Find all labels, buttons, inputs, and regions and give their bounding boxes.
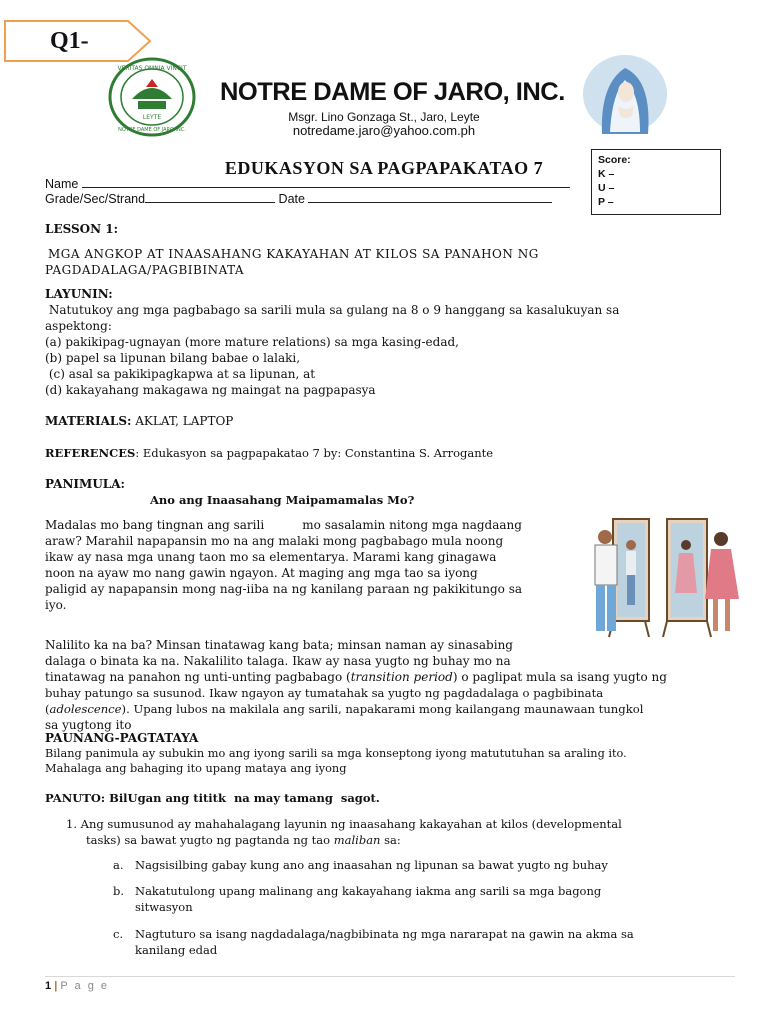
lesson-label: LESSON 1: — [45, 222, 119, 236]
p2-line-3-a: tinatawag na panahon ng unti-unting pagbabago ( — [45, 670, 351, 684]
score-u: U – — [598, 182, 615, 194]
choice-b-letter[interactable]: b. — [113, 884, 125, 898]
pagtataya-line-2: Mahalaga ang bahaging ito upang mataya ang iyong — [45, 762, 347, 775]
materials-label: MATERIALS: — [45, 414, 132, 428]
p1-line-6: iyo. — [45, 598, 67, 612]
p2-line-5-b: ). Upang lubos na makilala ang sarili, napakarami mong kailangang maunawaan tungkol — [121, 702, 644, 716]
question-1-line-2-italic: maliban — [333, 833, 381, 847]
school-name: NOTRE DAME OF JARO, INC. — [220, 78, 565, 106]
question-1-number: 1. — [66, 817, 77, 831]
p2-line-5-italic: adolescence — [49, 702, 122, 716]
pagtataya-line-1: Bilang panimula ay subukin mo ang iyong sarili sa mga konseptong iyong matututuhan sa araling ito. — [45, 747, 627, 760]
p2-line-3 — [45, 669, 735, 685]
quarter-tag-label: Q1- — [50, 28, 89, 54]
date-blank[interactable] — [308, 192, 552, 203]
references-line — [45, 445, 735, 461]
layunin-intro-2: aspektong: — [45, 319, 112, 333]
choice-a-text: Nagsisilbing gabay kung ano ang inaasahan ng lipunan sa bawat yugto ng buhay — [135, 858, 608, 872]
score-k: K – — [598, 168, 615, 180]
subject-title: EDUKASYON SA PAGPAPAKATAO 7 — [224, 158, 544, 178]
page-separator: | — [54, 980, 58, 992]
panuto-label: PANUTO: BilUgan ang tititk na may tamang sagot. — [45, 791, 380, 805]
layunin-b: (b) papel sa lipunan bilang babae o lalaki, — [45, 351, 301, 365]
choice-c-text: Nagtuturo sa isang nagdadalaga/nagbibinata ng mga nararapat na gawin na akma sa — [135, 927, 634, 941]
svg-text:NOTRE DAME OF JARO INC.: NOTRE DAME OF JARO INC. — [118, 127, 186, 133]
choice-c-text-2: kanilang edad — [135, 943, 218, 957]
grade-blank[interactable] — [145, 192, 275, 203]
page-footer — [45, 980, 109, 992]
p1-line-1: Madalas mo bang tingnan ang sarili mo sasalamin nitong mga nagdaang — [45, 518, 522, 532]
question-1 — [66, 816, 726, 848]
choice-c[interactable] — [113, 926, 713, 958]
choice-a-letter[interactable]: a. — [113, 858, 124, 872]
grade-date-field[interactable] — [45, 192, 552, 206]
p2-line-1: Nalilito ka na ba? Minsan tinatawag kang bata; minsan naman ay sinasabing — [45, 638, 513, 652]
grade-label: Grade/Sec/Strand — [45, 192, 146, 206]
p2-line-4: buhay patungo sa susunod. Ikaw ngayon ay tumatahak sa yugto ng pagdadalaga o pagbibinata — [45, 686, 604, 700]
p2-line-6: sa yugtong ito — [45, 718, 132, 732]
p2-line-2: dalaga o binata ka na. Nakalilito talaga. Ikaw ay nasa yugto ng buhay mo na — [45, 654, 511, 668]
name-field[interactable] — [45, 177, 570, 191]
name-label: Name — [45, 177, 79, 191]
lesson-title-line-1: MGA ANGKOP AT INAASAHANG KAKAYAHAN AT KILOS SA PANAHON NG — [48, 247, 539, 261]
date-label: Date — [278, 192, 305, 206]
materials-value: AKLAT, LAPTOP — [131, 414, 234, 428]
school-address: Msgr. Lino Gonzaga St., Jaro, Leyte — [288, 110, 480, 124]
p2-line-5-a: ( — [45, 702, 50, 716]
mirror-illustration — [583, 517, 743, 640]
footer-divider — [45, 976, 735, 977]
p1-line-2: araw? Marahil napapansin mo na ang malaki mong pagbabago mula noong — [45, 534, 504, 548]
p2-line-5 — [45, 701, 735, 717]
layunin-a: (a) pakikipag-ugnayan (more mature relations) sa mga kasing-edad, — [45, 335, 459, 349]
references-label: REFERENCES — [45, 446, 136, 460]
layunin-d: (d) kakayahang makagawa ng maingat na pagpapasya — [45, 383, 376, 397]
score-label: Score: — [598, 154, 631, 166]
svg-text:VERITAS OMNIA VINCIT: VERITAS OMNIA VINCIT — [117, 65, 187, 72]
question-1-line-2-a: tasks) sa bawat yugto ng pagtanda ng tao — [86, 833, 334, 847]
question-1-line-2-b: sa: — [380, 833, 401, 847]
question-1-line-2 — [66, 832, 726, 848]
pagtataya-text — [45, 746, 735, 776]
score-box — [591, 149, 721, 215]
score-p: P – — [598, 196, 614, 208]
page-number: 1 — [45, 980, 52, 992]
layunin-c: (c) asal sa pakikipagkapwa at sa lipunan, at — [45, 367, 316, 381]
lesson-title-line-2: PAGDADALAGA/PAGBIBINATA — [45, 263, 245, 277]
choice-c-letter[interactable]: c. — [113, 927, 124, 941]
choice-a[interactable] — [113, 857, 713, 873]
lesson-title — [45, 246, 735, 278]
choice-b[interactable] — [113, 883, 713, 915]
p2-line-3-b: ) o paglipat mula sa isang yugto ng — [452, 670, 667, 684]
paragraph-2 — [45, 637, 735, 733]
layunin-intro-1: Natutukoy ang mga pagbabago sa sarili mula sa gulang na 8 o 9 hanggang sa kasalukuyan sa — [45, 303, 620, 317]
panimula-label: PANIMULA: — [45, 477, 125, 491]
choice-b-text-2: sitwasyon — [135, 900, 193, 914]
svg-text:LEYTE: LEYTE — [142, 114, 162, 121]
page-word: P a g e — [60, 980, 109, 992]
pagtataya-label: PAUNANG-PAGTATAYA — [45, 731, 199, 745]
question-1-line-1: Ang sumusunod ay mahahalagang layunin ng inaasahang kakayahan at kilos (developmental — [80, 817, 622, 831]
p1-line-3: ikaw ay nasa mga unang taon mo sa elementarya. Marami kang ginagawa — [45, 550, 497, 564]
layunin-label: LAYUNIN: — [45, 287, 113, 301]
school-email: notredame.jaro@yahoo.com.ph — [292, 123, 476, 138]
layunin-text — [45, 302, 735, 398]
p1-line-5: paligid ay napapansin mong nag-iiba na ng kanilang paraan ng pakikitungo sa — [45, 582, 523, 596]
references-value: : Edukasyon sa pagpapakatao 7 by: Constantina S. Arrogante — [135, 446, 494, 460]
choice-b-text: Nakatutulong upang malinang ang kakayahang iakma ang sarili sa mga bagong — [135, 884, 602, 898]
p1-line-4: noon na ayaw mo nang gawin ngayon. At maging ang mga tao sa iyong — [45, 566, 478, 580]
name-blank[interactable] — [82, 177, 570, 188]
p2-line-3-italic: transition period — [350, 670, 453, 684]
panimula-subtitle: Ano ang Inaasahang Maipamamalas Mo? — [150, 493, 415, 507]
paragraph-1 — [45, 517, 575, 613]
materials-line — [45, 413, 735, 429]
